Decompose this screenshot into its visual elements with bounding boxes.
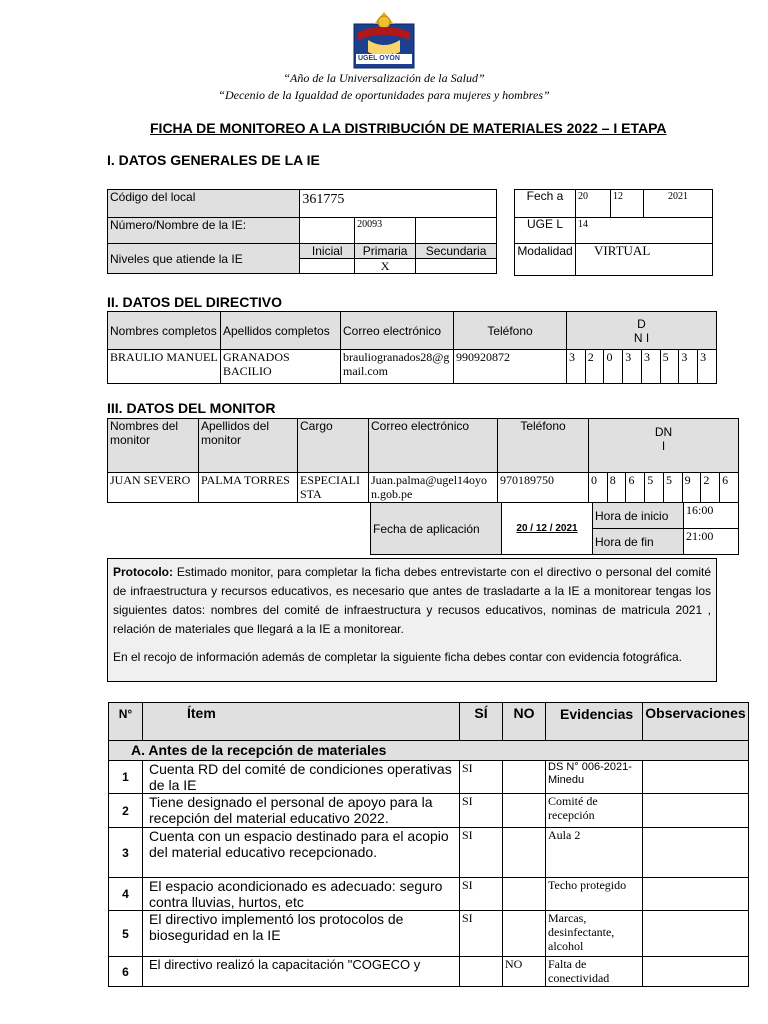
- codigo-value: 361775: [300, 190, 497, 218]
- table-row: [109, 878, 749, 911]
- fecha-year: 2021: [644, 190, 713, 218]
- dni-digit: 3: [698, 350, 717, 384]
- modalidad-value: VIRTUAL: [576, 244, 713, 276]
- table-row: [109, 957, 749, 987]
- h-correo: Correo electrónico: [341, 312, 454, 350]
- numero-value: 20093: [355, 218, 416, 244]
- codigo-label: Código del local: [108, 190, 300, 218]
- h-item: Ítem: [143, 703, 460, 741]
- row-no: NO: [503, 957, 546, 987]
- motto-decade: “Decenio de la Igualdad de oportunidades para mujeres y hombres”: [218, 88, 550, 102]
- row-number: 6: [109, 957, 143, 987]
- dni-digit: 3: [641, 350, 660, 384]
- monitor-cargo: ESPECIALISTA: [298, 473, 369, 503]
- h-nombres: Nombres completos: [108, 312, 221, 350]
- section-2-title: II. DATOS DEL DIRECTIVO: [107, 294, 283, 310]
- hora-inicio-value: 16:00: [684, 503, 739, 529]
- row-observations: [643, 828, 749, 878]
- row-si: SI: [460, 911, 503, 957]
- table-row: [109, 761, 749, 794]
- level-secundaria: Secundaria: [416, 244, 497, 259]
- fecha-aplic-label: Fecha de aplicación: [371, 503, 502, 555]
- row-no: [503, 794, 546, 828]
- directivo-nombres: BRAULIO MANUEL: [108, 350, 221, 384]
- dni-digit: 3: [623, 350, 642, 384]
- dni-digit: 2: [585, 350, 604, 384]
- directivo-telefono: 990920872: [454, 350, 567, 384]
- document-title: FICHA DE MONITOREO A LA DISTRIBUCIÓN DE MATERIALES 2022 – I ETAPA: [150, 120, 667, 136]
- fecha-aplic-value: 20 / 12 / 2021: [502, 503, 593, 555]
- row-si: SI: [460, 761, 503, 794]
- table-row: [109, 828, 749, 878]
- h-monitor-dni: DN I: [589, 419, 739, 473]
- row-no: [503, 761, 546, 794]
- h-telefono: Teléfono: [454, 312, 567, 350]
- dni-digit: 6: [720, 473, 739, 503]
- protocol-note: En el recojo de información además de completar la siguiente ficha debes contar con evidencia fotográfica.: [113, 650, 682, 664]
- dni-digit: 2: [701, 473, 720, 503]
- protocol-text: Estimado monitor, para completar la ficha debes entrevistarte con el directivo o personal del comité de infraestructura y recursos educativos, es necesario que antes de trasladarte a la IE a monitorear tengas los siguientes datos: nombres del comité de infraestructura y recusos educativos, nominas de matricula 2021 , relación de materiales que llegará a la IE a monitorear.: [113, 565, 711, 636]
- row-no: [503, 911, 546, 957]
- row-evidence: Techo protegido: [546, 878, 643, 911]
- h-monitor-apellidos: Apellidos del monitor: [199, 419, 298, 473]
- dni-digit: 5: [645, 473, 664, 503]
- row-observations: [643, 911, 749, 957]
- row-number: 1: [109, 761, 143, 794]
- row-evidence: Falta de conectividad: [546, 957, 643, 987]
- directivo-table: [107, 311, 717, 384]
- monitor-correo: Juan.palma@ugel14oyon.gob.pe: [369, 473, 498, 503]
- primaria-mark: X: [355, 259, 416, 274]
- hora-inicio-label: Hora de inicio: [593, 503, 684, 529]
- section-1-title: I. DATOS GENERALES DE LA IE: [107, 152, 320, 168]
- row-evidence: Marcas, desinfectante, alcohol: [546, 911, 643, 957]
- h-si: SÍ: [460, 703, 503, 741]
- h-monitor-nombres: Nombres del monitor: [108, 419, 199, 473]
- row-evidence: DS N° 006-2021-Minedu: [546, 761, 643, 794]
- directivo-correo: brauliogranados28@gmail.com: [341, 350, 454, 384]
- row-number: 2: [109, 794, 143, 828]
- protocol-box: [107, 558, 717, 682]
- monitor-table: [107, 418, 739, 503]
- row-no: [503, 878, 546, 911]
- h-monitor-correo: Correo electrónico: [369, 419, 498, 473]
- protocol-label: Protocolo:: [113, 565, 173, 579]
- ugel-logo: [352, 10, 416, 70]
- row-evidence: Comité de recepción: [546, 794, 643, 828]
- row-si: [460, 957, 503, 987]
- motto-year: “Año de la Universalización de la Salud”: [283, 71, 485, 85]
- dni-digit: 5: [663, 473, 682, 503]
- hora-fin-label: Hora de fin: [593, 529, 684, 555]
- h-num: N°: [109, 703, 143, 741]
- dni-digit: 5: [660, 350, 679, 384]
- level-primaria: Primaria: [355, 244, 416, 259]
- ugel-value: 14: [576, 218, 713, 244]
- row-si: SI: [460, 828, 503, 878]
- monitor-nombres: JUAN SEVERO: [108, 473, 199, 503]
- directivo-apellidos: GRANADOS BACILIO: [221, 350, 341, 384]
- aplicacion-table: [370, 502, 739, 555]
- row-observations: [643, 878, 749, 911]
- row-number: 4: [109, 878, 143, 911]
- dni-digit: 0: [604, 350, 623, 384]
- h-monitor-cargo: Cargo: [298, 419, 369, 473]
- dni-digit: 9: [682, 473, 701, 503]
- row-observations: [643, 794, 749, 828]
- h-apellidos: Apellidos completos: [221, 312, 341, 350]
- fecha-month: 12: [611, 190, 644, 218]
- section-a-header: A. Antes de la recepción de materiales: [109, 741, 749, 761]
- niveles-label: Niveles que atiende la IE: [108, 244, 300, 274]
- row-item: Tiene designado el personal de apoyo para la recepción del material educativo 2022.: [143, 794, 460, 828]
- section-3-title: III. DATOS DEL MONITOR: [107, 400, 276, 416]
- checklist-table: [108, 702, 749, 987]
- general-data-table: [107, 189, 497, 274]
- dni-digit: 3: [567, 350, 586, 384]
- logo-text: UGEL OYÓN: [358, 55, 400, 62]
- dni-digit: 8: [607, 473, 626, 503]
- table-row: [109, 794, 749, 828]
- h-observaciones: Observaciones: [643, 703, 749, 741]
- row-number: 5: [109, 911, 143, 957]
- row-item: El espacio acondicionado es adecuado: seguro contra lluvias, hurtos, etc: [143, 878, 460, 911]
- h-monitor-telefono: Teléfono: [498, 419, 589, 473]
- ugel-label: UGE L: [515, 218, 576, 244]
- hora-fin-value: 21:00: [684, 529, 739, 555]
- date-ugel-table: [514, 189, 713, 276]
- row-item: Cuenta con un espacio destinado para el acopio del material educativo recepcionado.: [143, 828, 460, 878]
- row-evidence: Aula 2: [546, 828, 643, 878]
- fecha-day: 20: [576, 190, 611, 218]
- row-item: El directivo realizó la capacitación "COGECO y: [143, 957, 460, 987]
- dni-digit: 0: [589, 473, 608, 503]
- monitor-apellidos: PALMA TORRES: [199, 473, 298, 503]
- dni-digit: 6: [626, 473, 645, 503]
- row-observations: [643, 761, 749, 794]
- fecha-label: Fech a: [515, 190, 576, 218]
- numero-label: Número/Nombre de la IE:: [108, 218, 300, 244]
- row-observations: [643, 957, 749, 987]
- row-item: El directivo implementó los protocolos de bioseguridad en la IE: [143, 911, 460, 957]
- row-item: Cuenta RD del comité de condiciones operativas de la IE: [143, 761, 460, 794]
- modalidad-label: Modalidad: [515, 244, 576, 276]
- row-no: [503, 828, 546, 878]
- row-si: SI: [460, 878, 503, 911]
- dni-digit: 3: [679, 350, 698, 384]
- table-row: [109, 911, 749, 957]
- monitor-telefono: 970189750: [498, 473, 589, 503]
- level-inicial: Inicial: [300, 244, 355, 259]
- h-dni: DN I: [567, 312, 717, 350]
- h-no: NO: [503, 703, 546, 741]
- h-evidencias: Evidencias: [546, 703, 643, 741]
- row-number: 3: [109, 828, 143, 878]
- row-si: SI: [460, 794, 503, 828]
